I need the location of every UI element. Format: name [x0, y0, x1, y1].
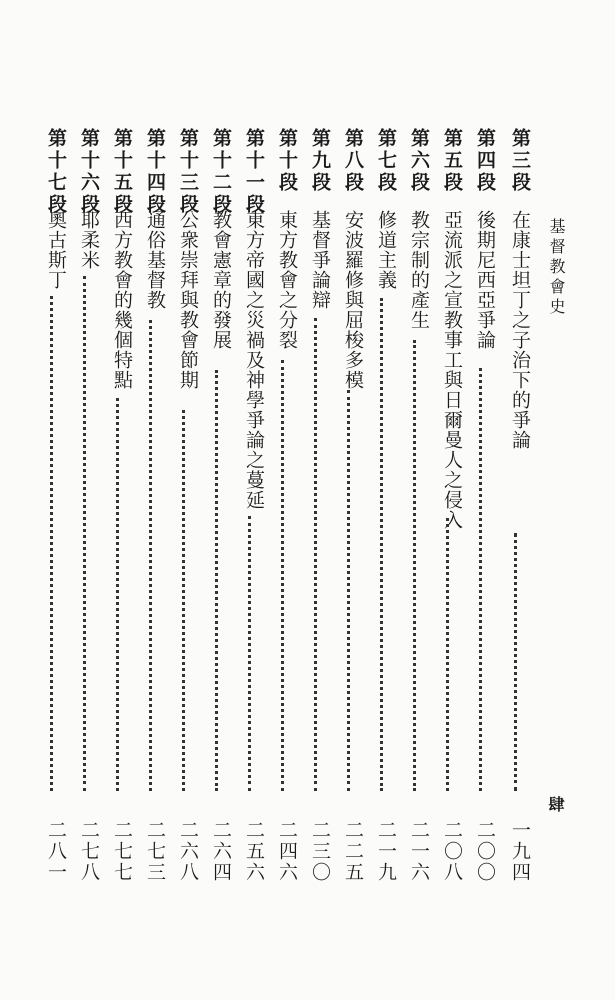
toc-page-number: 二七三	[144, 820, 166, 883]
toc-leader-dots	[446, 518, 449, 791]
toc-title: 基督爭論辯	[309, 210, 331, 310]
toc-leader-dots	[347, 390, 350, 791]
toc-page-number: 二八一	[45, 820, 67, 883]
toc-leader-dots	[281, 360, 284, 791]
toc-title: 通俗基督教	[144, 210, 166, 310]
toc-entry	[402, 128, 428, 883]
toc-section-number: 第十四段	[144, 128, 166, 216]
toc-section-number: 第三段	[509, 128, 531, 194]
toc-page-number: 二〇八	[441, 820, 463, 883]
toc-entry	[503, 128, 529, 883]
toc-title: 教宗制的產生	[408, 210, 430, 330]
toc-leader-dots	[314, 318, 317, 791]
toc-page-number: 二四六	[276, 820, 298, 883]
page-folio: 肆	[546, 796, 565, 812]
toc-title: 安波羅修與屈梭多模	[342, 210, 364, 390]
toc-entry	[369, 128, 395, 883]
toc-page-number: 二七七	[111, 820, 133, 883]
toc-section-number: 第五段	[441, 128, 463, 194]
toc-entry	[204, 128, 230, 883]
toc-title: 教會憲章的發展	[210, 210, 232, 350]
toc-section-number: 第十五段	[111, 128, 133, 216]
toc-entry	[237, 128, 263, 883]
toc-leader-dots	[215, 370, 218, 791]
toc-section-number: 第四段	[474, 128, 496, 194]
toc-title: 公衆崇拜與教會節期	[177, 210, 199, 390]
toc-entry	[270, 128, 296, 883]
toc-section-number: 第十三段	[177, 128, 199, 216]
toc-section-number: 第十段	[276, 128, 298, 194]
toc-section-number: 第八段	[342, 128, 364, 194]
toc-page-number: 二〇〇	[474, 820, 496, 883]
toc-entry	[435, 128, 461, 883]
toc-page-number: 一九四	[509, 820, 531, 883]
toc-page-number: 二五六	[243, 820, 265, 883]
running-header-title: 基督教會史	[547, 218, 566, 318]
toc-leader-dots	[149, 320, 152, 791]
toc-title: 奧古斯丁	[45, 210, 67, 290]
toc-leader-dots	[83, 276, 86, 791]
toc-leader-dots	[514, 533, 517, 791]
toc-page-number: 二六四	[210, 820, 232, 883]
toc-entry	[303, 128, 329, 883]
toc-leader-dots	[116, 398, 119, 791]
toc-title: 後期尼西亞爭論	[474, 210, 496, 350]
toc-section-number: 第十一段	[243, 128, 265, 216]
toc-page-number: 二二五	[342, 820, 364, 883]
toc-leader-dots	[182, 410, 185, 791]
toc-leader-dots	[380, 298, 383, 791]
toc-title: 東方帝國之災禍及神學爭論之蔓延	[243, 210, 265, 510]
toc-leader-dots	[50, 296, 53, 791]
toc-page-number: 二六八	[177, 820, 199, 883]
toc-leader-dots	[248, 516, 251, 791]
toc-section-number: 第六段	[408, 128, 430, 194]
toc-section-number: 第十六段	[78, 128, 100, 216]
toc-entry	[138, 128, 164, 883]
toc-section-number: 第九段	[309, 128, 331, 194]
toc-entry	[171, 128, 197, 883]
toc-entry	[105, 128, 131, 883]
toc-page-number: 二一九	[375, 820, 397, 883]
toc-title: 在康士坦丁之子治下的爭論	[509, 210, 531, 450]
toc-entry	[39, 128, 65, 883]
toc-entry	[72, 128, 98, 883]
toc-entry	[468, 128, 494, 883]
toc-page-number: 二一六	[408, 820, 430, 883]
toc-page-number: 二七八	[78, 820, 100, 883]
toc-title: 亞流派之宣教事工與日爾曼人之侵入	[441, 210, 463, 530]
toc-section-number: 第十七段	[45, 128, 67, 216]
toc-entry	[336, 128, 362, 883]
toc-title: 東方教會之分裂	[276, 210, 298, 350]
toc-leader-dots	[479, 368, 482, 791]
toc-page-number: 二三〇	[309, 820, 331, 883]
toc-section-number: 第十二段	[210, 128, 232, 216]
toc-title: 修道主義	[375, 210, 397, 290]
toc-leader-dots	[413, 340, 416, 791]
toc-title: 耶柔米	[78, 210, 100, 270]
toc-section-number: 第七段	[375, 128, 397, 194]
toc-title: 西方教會的幾個特點	[111, 210, 133, 390]
